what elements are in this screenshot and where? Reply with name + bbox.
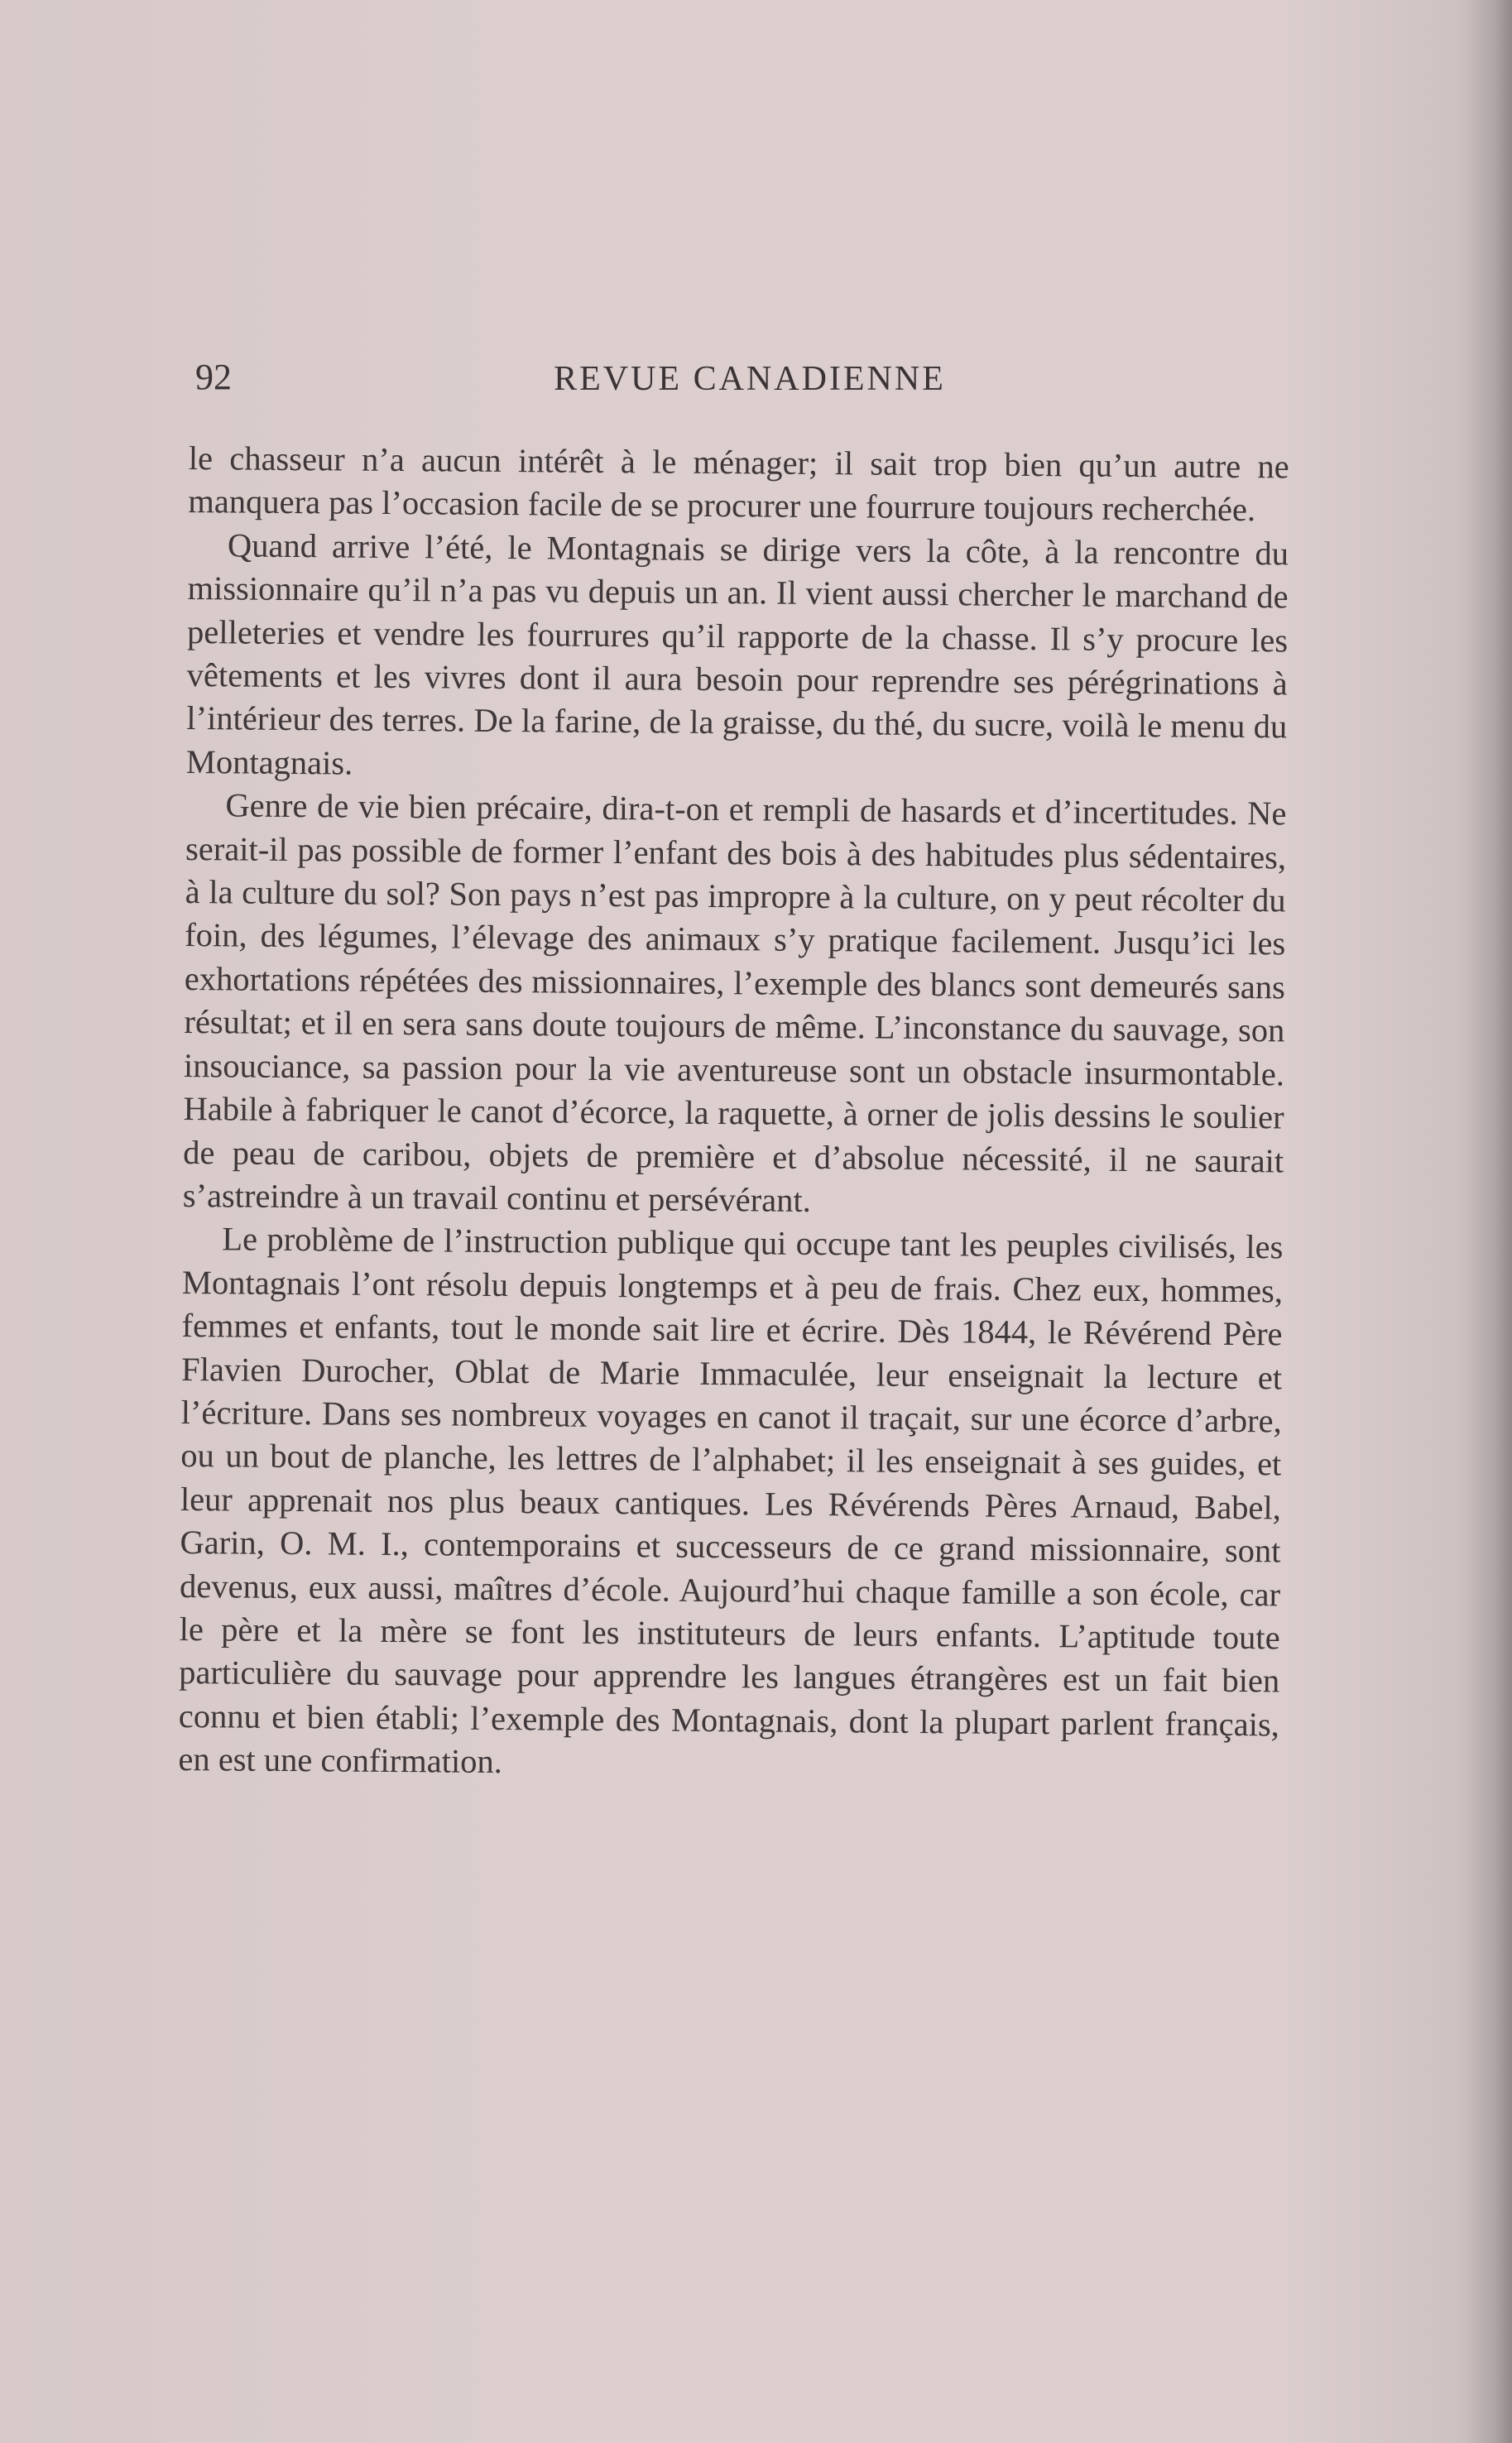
paragraph: Genre de vie bien précaire, dira-t-on et rempli de hasards et d’incertitudes. Ne serait-il pas possible de former l’enfant des bois à des habitudes plus sédentaires, à la culture du sol? Son pays n’est pas impropre à la culture, on y peut récolter du foin, des légumes, l’élevage des animaux s’y pratique facilement. Jusqu’ici les exhortations répétées des missionnaires, l’exemple des blancs sont demeurés sans résultat; et il en sera sans doute toujours de même. L’inconstance du sauvage, son insouciance, sa passion pour la vie aventureuse sont un obstacle insurmontable. Habile à fabriquer le canot d’écorce, la raquette, à orner de jolis dessins le soulier de peau de caribou, objets de première et d’absolue nécessité, il ne saurait s’astreindre à un travail continu et persévérant. [182, 786, 1287, 1219]
paragraph-continued: le chasseur n’a aucun intérêt à le ménager; il sait trop bien qu’un autre ne manquera pas l’occasion facile de se procurer une fourrure toujours recherchée. [188, 439, 1289, 529]
running-head: REVUE CANADIENNE [554, 360, 946, 398]
body-text [178, 437, 1289, 1790]
page-edge-shadow [1466, 0, 1512, 2443]
page-number: 92 [195, 357, 232, 397]
paragraph: Le problème de l’instruction publique qui occupe tant les peuples civilisés, les Montagnais l’ont résolu depuis longtemps et à peu de frais. Chez eux, hommes, femmes et enfants, tout le monde sait lire et écrire. Dès 1844, le Révérend Père Flavien Durocher, Oblat de Marie Immaculée, leur enseignait la lecture et l’écriture. Dans ses nombreux voyages en canot il traçait, sur une écorce d’arbre, ou un bout de planche, les lettres de l’alphabet; il les enseignait à ses guides, et leur apprenait nos plus beaux cantiques. Les Révérends Pères Arnaud, Babel, Garin, O. M. I., contemporains et successeurs de ce grand missionnaire, sont devenus, eux aussi, maîtres d’école. Aujourd’hui chaque famille a son école, car le père et la mère se font les instituteurs de leurs enfants. L’aptitude toute particulière du sauvage pour apprendre les langues étrangères est un fait bien connu et bien établi; l’exemple des Montagnais, dont la plupart parlent français, en est une confirmation. [178, 1220, 1284, 1781]
paragraph: Quand arrive l’été, le Montagnais se dirige vers la côte, à la rencontre du missionnaire qu’il n’a pas vu depuis un an. Il vient aussi chercher le marchand de pelleteries et vendre les fourrures qu’il rapporte de la chasse. Il s’y procure les vêtements et les vivres dont il aura besoin pour reprendre ses pérégrinations à l’intérieur des terres. De la farine, de la graisse, du thé, du sucre, voilà le menu du Montagnais. [185, 526, 1289, 782]
page-header [195, 356, 1304, 406]
